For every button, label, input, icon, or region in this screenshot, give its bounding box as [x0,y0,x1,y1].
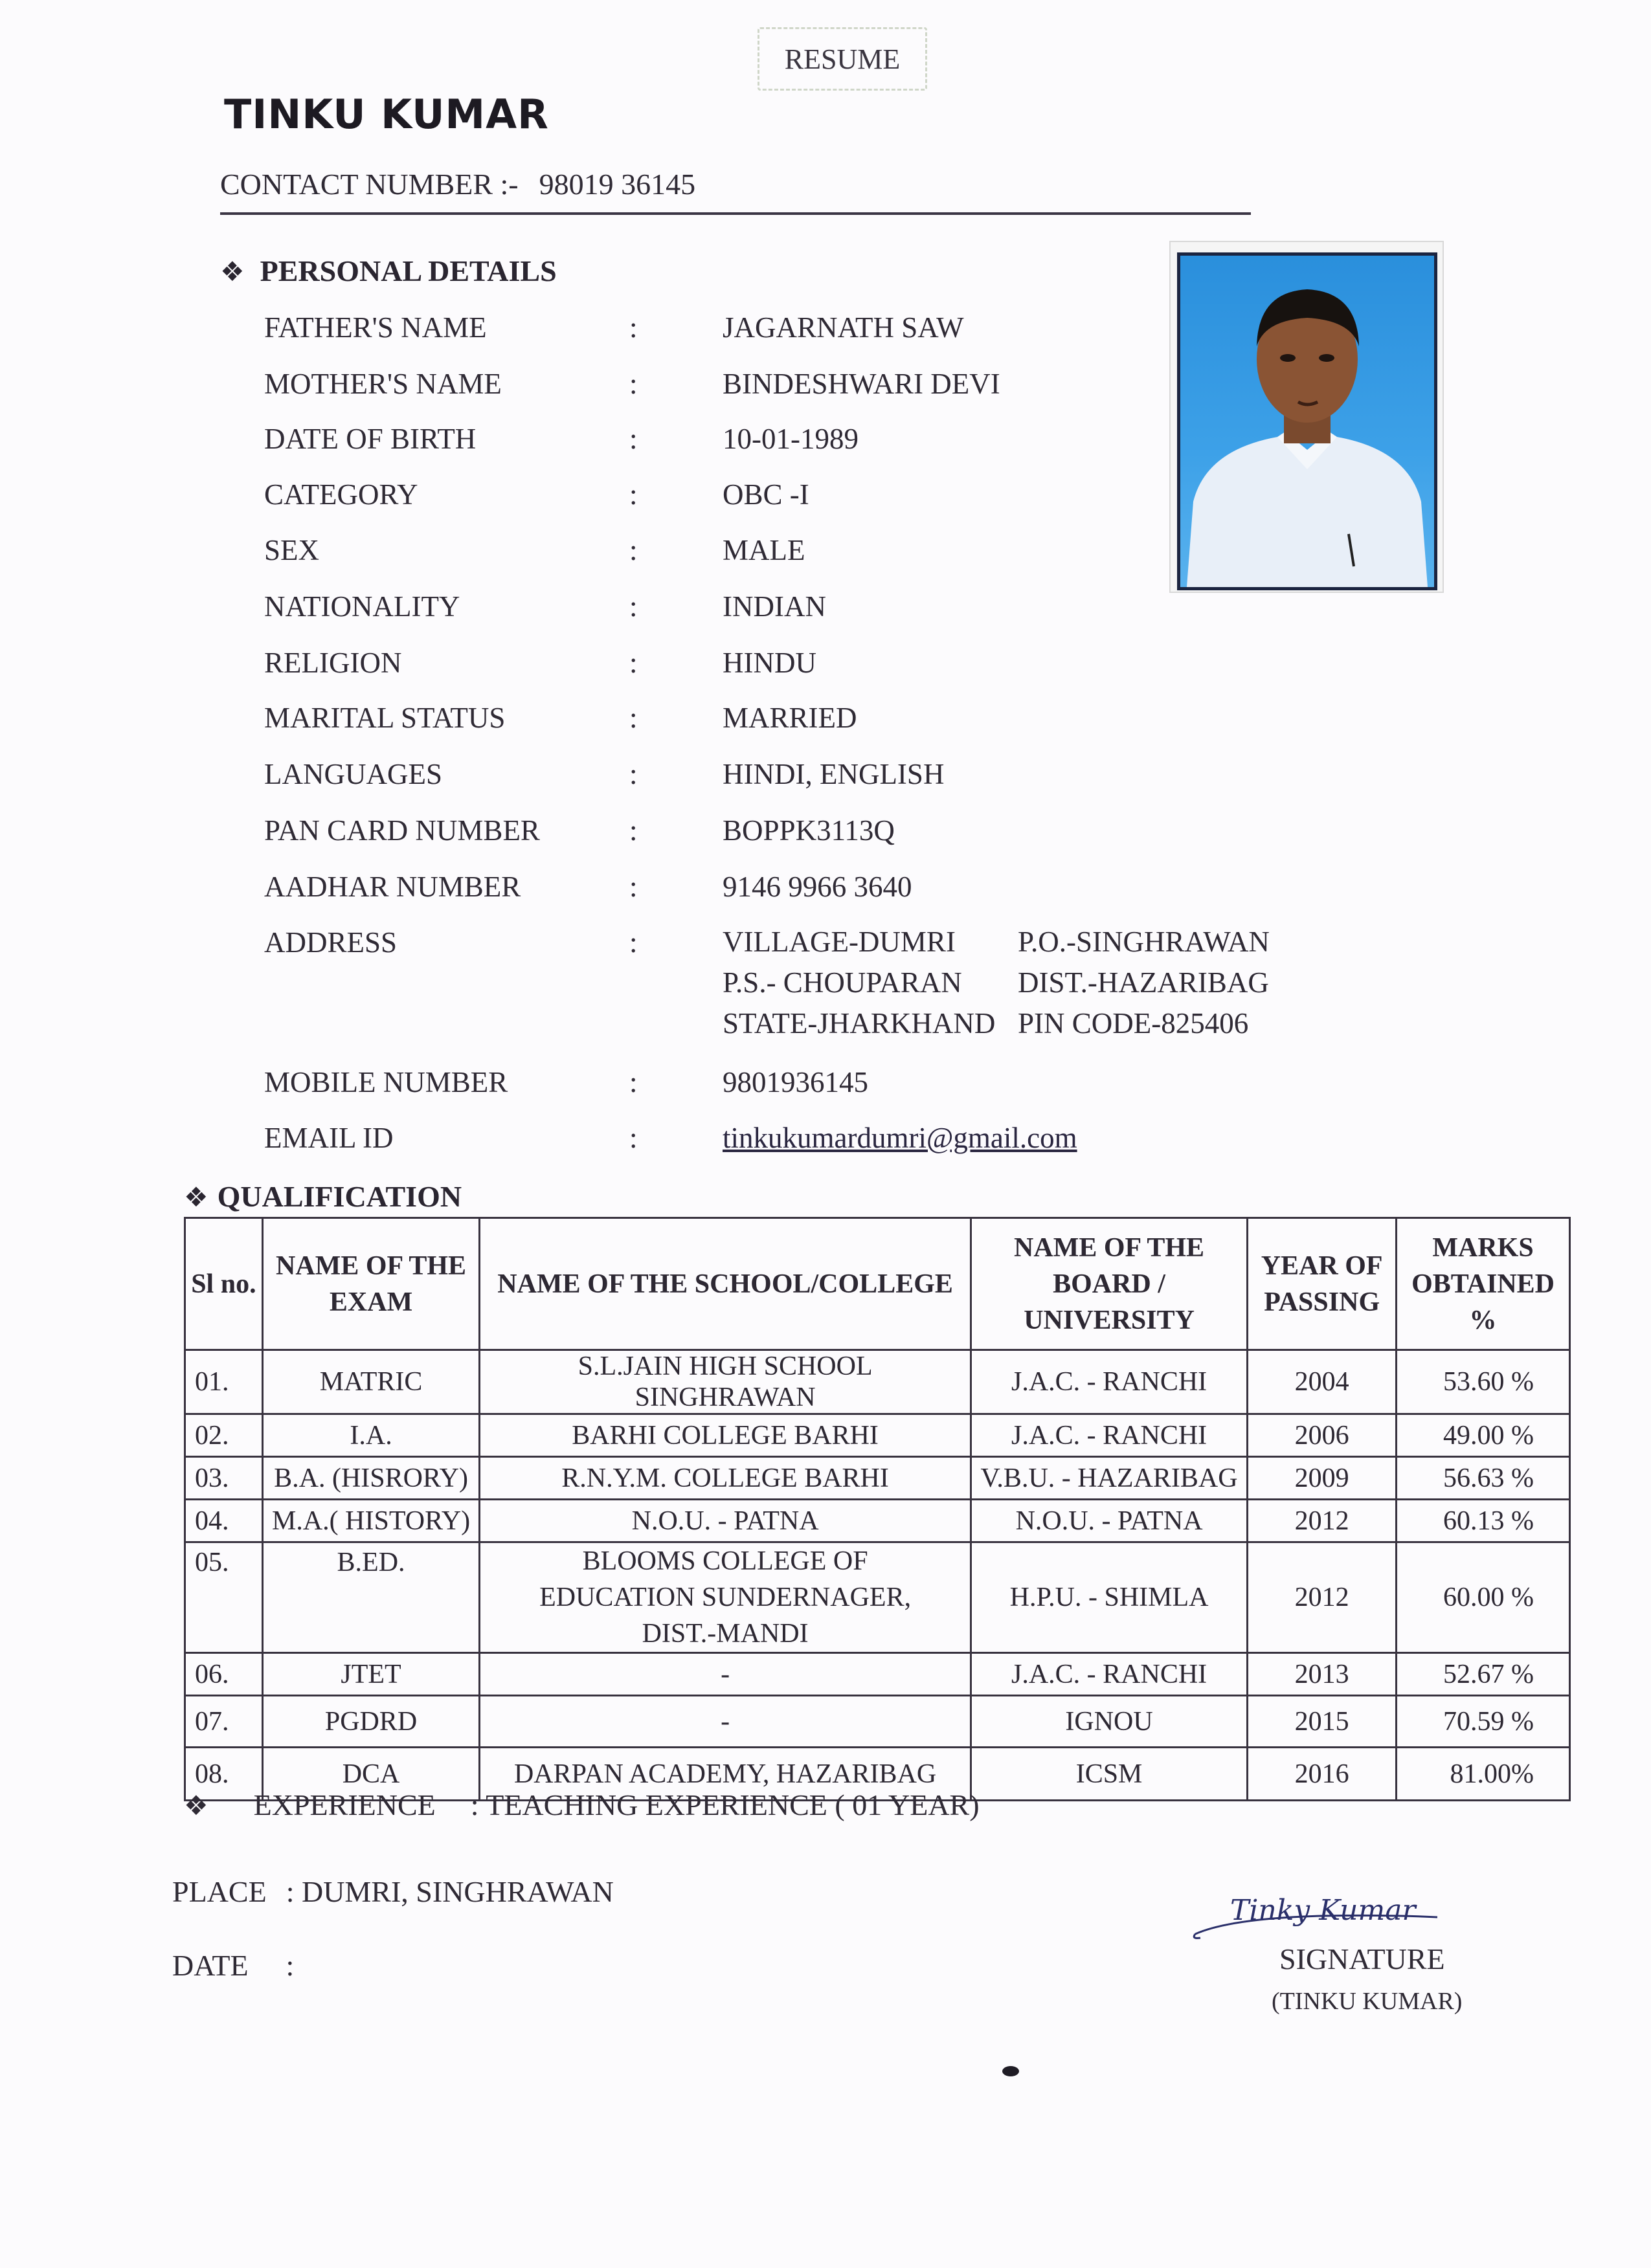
field-colon: : [629,534,638,566]
col-header-sl: Sl no. [185,1218,263,1350]
field-colon: : [629,478,638,511]
address-line: P.S.- CHOUPARAN [723,966,962,999]
address-line: PIN CODE-825406 [1018,1007,1249,1040]
experience-label: EXPERIENCE [253,1788,436,1821]
address-line: VILLAGE-DUMRI [723,926,956,958]
cell-exam: MATRIC [262,1350,480,1414]
contact-line [220,167,695,201]
field-value: HINDU [723,647,816,679]
qualification-title: QUALIFICATION [217,1180,462,1213]
cell-board: J.A.C. - RANCHI [971,1350,1247,1414]
table-row [185,1414,1570,1457]
cell-year: 2004 [1248,1350,1397,1414]
personal-details-title: PERSONAL DETAILS [260,254,557,287]
date-value: : [286,1949,295,1982]
cell-year: 2016 [1248,1748,1397,1801]
cell-board: N.O.U. - PATNA [971,1500,1247,1542]
cell-sl: 04. [185,1500,263,1542]
field-label: EMAIL ID [264,1122,394,1154]
header-rule [220,212,1251,215]
field-label: SEX [264,534,320,566]
cell-school: - [480,1653,971,1696]
col-header-board: NAME OF THE BOARD / UNIVERSITY [971,1218,1247,1350]
email-link[interactable]: tinkukumardumri@gmail.com [723,1122,1077,1154]
field-colon: : [629,423,638,455]
field-value: HINDI, ENGLISH [723,758,945,790]
cell-sl: 03. [185,1457,263,1500]
portrait-illustration [1180,256,1434,587]
cell-board: V.B.U. - HAZARIBAG [971,1457,1247,1500]
resume-label: RESUME [758,27,927,91]
field-value: MARRIED [723,702,857,734]
field-value: JAGARNATH SAW [723,311,964,344]
cell-board: H.P.U. - SHIMLA [971,1542,1247,1653]
cell-marks: 49.00 % [1397,1414,1570,1457]
cell-year: 2006 [1248,1414,1397,1457]
handwritten-signature [1191,1890,1463,1948]
table-row [185,1500,1570,1542]
cell-year: 2012 [1248,1500,1397,1542]
cell-school: S.L.JAIN HIGH SCHOOL SINGHRAWAN [480,1350,971,1414]
cell-marks: 81.00% [1397,1748,1570,1801]
table-row [185,1653,1570,1696]
cell-sl: 07. [185,1696,263,1748]
cell-year: 2015 [1248,1696,1397,1748]
col-header-marks: MARKS OBTAINED % [1397,1218,1570,1350]
field-value: BINDESHWARI DEVI [723,368,1000,400]
field-value: 9801936145 [723,1066,868,1098]
qualification-heading [184,1179,462,1214]
photo-image [1177,252,1437,590]
field-label: NATIONALITY [264,590,460,623]
cell-exam: B.A. (HISRORY) [262,1457,480,1500]
cell-school: BARHI COLLEGE BARHI [480,1414,971,1457]
cell-board: J.A.C. - RANCHI [971,1653,1247,1696]
profile-photo [1169,241,1444,593]
signature-name: (TINKU KUMAR) [1272,1988,1463,2015]
cell-board: ICSM [971,1748,1247,1801]
date-label: DATE [172,1949,249,1982]
field-label: AADHAR NUMBER [264,871,521,903]
cell-sl: 05. [185,1542,263,1653]
field-label: MOBILE NUMBER [264,1066,508,1098]
field-value: BOPPK3113Q [723,814,895,847]
field-colon: : [629,368,638,400]
field-colon: : [629,590,638,623]
qualification-table [184,1217,1571,1801]
field-label: DATE OF BIRTH [264,423,477,455]
field-colon: : [629,311,638,344]
field-colon: : [629,1122,638,1154]
cell-exam: JTET [262,1653,480,1696]
date-line [172,1948,294,1983]
field-colon: : [629,926,638,959]
personal-details-heading [220,254,557,288]
cell-exam: B.ED. [262,1542,480,1653]
cell-board: IGNOU [971,1696,1247,1748]
cell-marks: 70.59 % [1397,1696,1570,1748]
cell-school: BLOOMS COLLEGE OF EDUCATION SUNDERNAGER, DIST.-MANDI [480,1542,971,1653]
cell-marks: 60.13 % [1397,1500,1570,1542]
field-colon: : [629,871,638,903]
field-label: CATEGORY [264,478,418,511]
cell-exam: I.A. [262,1414,480,1457]
diamond-bullet-icon: ❖ [184,1181,208,1213]
cell-sl: 01. [185,1350,263,1414]
cell-sl: 08. [185,1748,263,1801]
diamond-bullet-icon: ❖ [184,1790,208,1821]
field-value: INDIAN [723,590,826,623]
cell-marks: 52.67 % [1397,1653,1570,1696]
address-line: P.O.-SINGHRAWAN [1018,926,1270,958]
field-value: 9146 9966 3640 [723,871,912,903]
address-line: STATE-JHARKHAND [723,1007,996,1040]
place-value: : DUMRI, SINGHRAWAN [286,1875,614,1908]
table-row [185,1350,1570,1414]
cell-year: 2012 [1248,1542,1397,1653]
cell-year: 2013 [1248,1653,1397,1696]
cell-exam: PGDRD [262,1696,480,1748]
cell-school: - [480,1696,971,1748]
cell-exam: M.A.( HISTORY) [262,1500,480,1542]
field-colon: : [629,647,638,679]
table-header-row [185,1218,1570,1350]
cell-marks: 53.60 % [1397,1350,1570,1414]
field-colon: : [629,758,638,790]
cell-sl: 02. [185,1414,263,1457]
cell-board: J.A.C. - RANCHI [971,1414,1247,1457]
col-header-school: NAME OF THE SCHOOL/COLLEGE [480,1218,971,1350]
table-row [185,1696,1570,1748]
signature-label: SIGNATURE [1279,1942,1445,1975]
table-row [185,1457,1570,1500]
signature-mark [1191,1890,1463,1942]
field-label: MOTHER'S NAME [264,368,502,400]
cell-school: DARPAN ACADEMY, HAZARIBAG [480,1748,971,1801]
cell-marks: 60.00 % [1397,1542,1570,1653]
experience-line [184,1788,980,1822]
field-label: FATHER'S NAME [264,311,487,344]
cell-school: R.N.Y.M. COLLEGE BARHI [480,1457,971,1500]
place-label: PLACE [172,1875,267,1908]
table-row [185,1542,1570,1653]
contact-value: 98019 36145 [539,168,696,201]
candidate-name: TINKU KUMAR [224,91,549,138]
cell-year: 2009 [1248,1457,1397,1500]
field-label: ADDRESS [264,926,398,959]
signature-script-text: Tinky Kumar [1230,1894,1416,1927]
address-line: DIST.-HAZARIBAG [1018,966,1269,999]
field-label: MARITAL STATUS [264,702,506,734]
field-colon: : [629,702,638,734]
field-value: MALE [723,534,805,566]
cell-exam: DCA [262,1748,480,1801]
field-colon: : [629,1066,638,1098]
field-colon: : [629,814,638,847]
address-column-2 [1018,922,1270,1044]
col-header-exam: NAME OF THE EXAM [262,1218,480,1350]
field-value: 10-01-1989 [723,423,859,455]
col-header-year: YEAR OF PASSING [1248,1218,1397,1350]
contact-label: CONTACT NUMBER :- [220,168,519,201]
cell-marks: 56.63 % [1397,1457,1570,1500]
field-label: LANGUAGES [264,758,442,790]
place-line [172,1874,614,1909]
cell-school: N.O.U. - PATNA [480,1500,971,1542]
diamond-bullet-icon: ❖ [220,256,245,287]
field-label: PAN CARD NUMBER [264,814,540,847]
field-label: RELIGION [264,647,402,679]
cell-sl: 06. [185,1653,263,1696]
address-column-1 [723,922,995,1044]
experience-value: : TEACHING EXPERIENCE ( 01 YEAR) [470,1788,980,1821]
field-value: OBC -I [723,478,809,511]
scan-speck [1002,2066,1019,2076]
